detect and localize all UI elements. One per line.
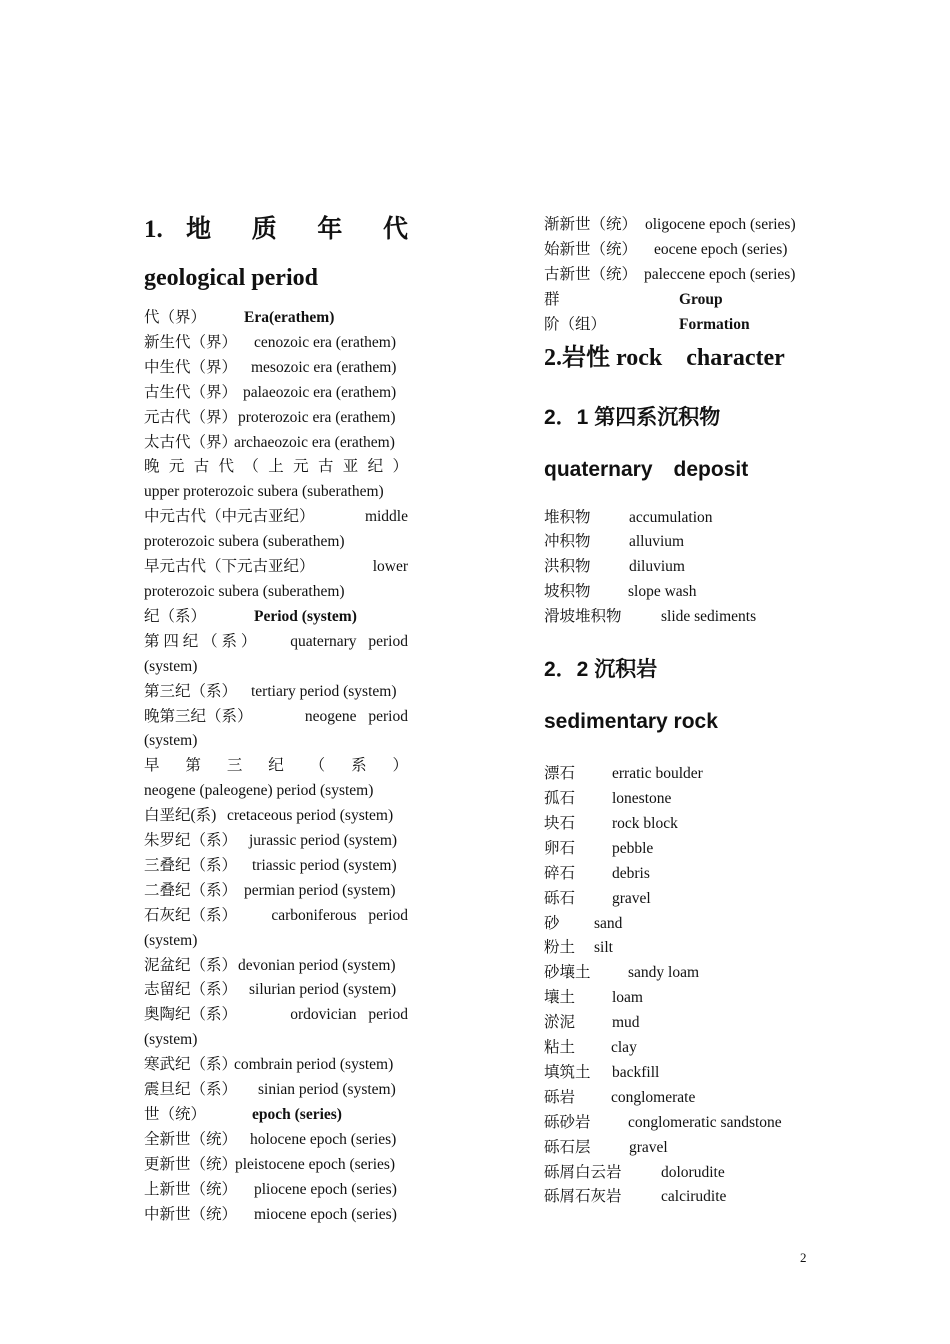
term-zh: 坡积物 (544, 583, 591, 601)
term-zh: 砾屑石灰岩 (544, 1188, 622, 1206)
term-row (144, 555, 408, 580)
term-row (544, 1185, 814, 1210)
term-row (544, 605, 814, 630)
term-row (144, 381, 408, 406)
term-row (144, 630, 408, 655)
term-row-continuation: (system) (144, 657, 198, 675)
term-row (544, 1136, 814, 1161)
term-en: mud (612, 1014, 640, 1032)
term-en: cenozoic era (erathem) (254, 333, 396, 351)
term-row (544, 238, 814, 263)
term-zh: 元古代（界） (144, 408, 238, 426)
term-zh: 堆积物 (544, 508, 591, 526)
term-en: Group (679, 290, 723, 308)
term-en: oligocene epoch (series) (645, 216, 796, 233)
term-en: calcirudite (661, 1188, 727, 1206)
term-zh: 砾岩 (544, 1088, 576, 1106)
term-zh: 新生代（界） (144, 333, 238, 351)
term-row (144, 356, 408, 381)
term-zh: 砂 (544, 914, 560, 932)
term-en: loam (612, 989, 643, 1007)
term-zh: 粘土 (544, 1039, 576, 1057)
term-zh: 砂壤土 (544, 964, 591, 982)
term-row (144, 1103, 408, 1128)
term-zh: 粉土 (544, 939, 576, 957)
term-row (544, 530, 814, 555)
term-row (544, 936, 814, 961)
term-row (144, 331, 408, 356)
term-row (544, 986, 814, 1011)
term-en: archaeozoic era (erathem) (234, 433, 395, 451)
heading-char: 质 (251, 216, 294, 243)
term-zh: 石灰纪（系） (144, 906, 238, 924)
term-row (544, 837, 814, 862)
term-en: diluvium (629, 558, 685, 576)
section-1-heading-en: geological period (144, 265, 318, 291)
term-zh: 中元古代（中元古亚纪） (144, 508, 315, 526)
term-en: combrain period (system) (234, 1056, 394, 1074)
term-zh: 第 四 纪 （ 系 ） (144, 632, 257, 650)
term-zh: 碎石 (544, 864, 576, 882)
term-zh: 古新世（统） (544, 265, 638, 283)
term-zh: 中生代（界） (144, 358, 238, 376)
term-en: mesozoic era (erathem) (251, 358, 397, 376)
term-en: Period (system) (254, 607, 357, 625)
term-row (544, 862, 814, 887)
term-zh: 砾石 (544, 889, 576, 907)
term-row (144, 804, 408, 829)
term-en: sinian period (system) (258, 1081, 396, 1099)
term-zh: 代（界） (144, 309, 207, 326)
term-zh: 砾屑白云岩 (544, 1163, 622, 1181)
term-row (144, 431, 408, 456)
subsection-2-1-heading: 2．1 第四系沉积物 (544, 405, 721, 429)
term-zh: 震旦纪（系） (144, 1081, 238, 1099)
term-en: erratic boulder (612, 765, 703, 783)
term-row (544, 787, 814, 812)
term-row (544, 1086, 814, 1111)
term-zh: 砾石层 (544, 1138, 591, 1156)
term-row (144, 1003, 408, 1028)
term-zh: 太古代（界） (144, 433, 238, 451)
page-number: 2 (800, 1250, 807, 1265)
term-row (544, 912, 814, 937)
term-row (144, 1128, 408, 1153)
term-zh: 阶（组） (544, 315, 607, 333)
term-zh: 上新世（统） (144, 1180, 238, 1198)
term-row (144, 306, 408, 331)
heading-number: 1. (144, 216, 163, 243)
section-2-heading: 2.岩性 rock character (544, 344, 785, 371)
term-en: tertiary period (system) (251, 682, 397, 700)
term-zh: 古生代（界） (144, 383, 238, 401)
term-row-continuation: (system) (144, 931, 198, 949)
term-zh: 全新世（统） (144, 1130, 238, 1148)
term-row (544, 1011, 814, 1036)
term-row-zh-wrapped: 晚 元 古 代 （ 上 元 古 亚 纪 ） (144, 458, 408, 476)
term-zh: 早元古代（下元古亚纪） (144, 558, 315, 576)
term-row (144, 1178, 408, 1203)
term-row (144, 978, 408, 1003)
term-zh: 中新世（统） (144, 1205, 238, 1223)
term-row (144, 1153, 408, 1178)
term-en: lower (372, 558, 408, 576)
epoch-term-list (544, 213, 814, 338)
term-en: gravel (612, 889, 651, 907)
term-en: conglomeratic sandstone (628, 1113, 782, 1131)
term-en: pleistocene epoch (series) (235, 1155, 396, 1173)
term-zh: 漂石 (544, 765, 576, 783)
term-en: epoch (series) (252, 1106, 342, 1123)
term-en: slope wash (628, 583, 697, 601)
term-en: sand (594, 914, 623, 932)
term-en: proterozoic era (erathem) (238, 408, 396, 426)
term-row (544, 887, 814, 912)
term-en: silt (594, 939, 613, 957)
term-en: palaeozoic era (erathem) (243, 383, 397, 401)
term-en: gravel (629, 1138, 668, 1156)
term-en: triassic period (system) (252, 856, 397, 874)
term-zh: 第三纪（系） (144, 682, 238, 700)
term-zh: 奥陶纪（系） (144, 1006, 238, 1024)
term-row (144, 954, 408, 979)
term-row (544, 288, 814, 313)
term-en: slide sediments (661, 608, 757, 626)
term-zh: 更新世（统） (144, 1155, 238, 1173)
term-en: permian period (system) (244, 881, 396, 899)
term-en: paleccene epoch (series) (644, 265, 796, 283)
subsection-2-2-heading-en: sedimentary rock (544, 710, 718, 734)
term-en: accumulation (629, 508, 713, 526)
term-row (544, 1036, 814, 1061)
heading-char: 代 (382, 216, 408, 243)
term-en: devonian period (system) (238, 956, 396, 974)
term-row (544, 555, 814, 580)
term-en: pliocene epoch (series) (254, 1180, 397, 1198)
term-en: silurian period (system) (249, 981, 397, 999)
sedimentary-term-list (544, 762, 814, 1210)
term-en: rock block (612, 814, 678, 832)
term-zh: 卵石 (544, 839, 576, 857)
term-zh: 冲积物 (544, 533, 591, 551)
term-row (544, 506, 814, 531)
term-row (544, 961, 814, 986)
term-row (544, 1061, 814, 1086)
term-en: neogene period (304, 707, 408, 725)
term-zh: 晚第三纪（系） (144, 707, 253, 725)
term-zh: 滑坡堆积物 (544, 608, 622, 626)
term-en: jurassic period (system) (249, 832, 398, 850)
term-zh: 志留纪（系） (144, 981, 238, 999)
term-row (544, 1111, 814, 1136)
term-row (144, 505, 408, 530)
term-en: debris (612, 864, 650, 882)
term-row (544, 313, 814, 338)
term-en: holocene epoch (series) (250, 1130, 397, 1148)
term-zh: 砾砂岩 (544, 1113, 591, 1131)
term-zh: 朱罗纪（系） (144, 832, 238, 850)
term-row (144, 705, 408, 730)
term-row-continuation: (system) (144, 1031, 198, 1049)
term-en: middle (364, 508, 408, 526)
term-zh: 淤泥 (544, 1014, 576, 1032)
term-en: dolorudite (661, 1163, 725, 1181)
term-en: cretaceous period (system) (227, 807, 394, 825)
term-zh: 壤土 (544, 989, 576, 1007)
term-row (144, 904, 408, 929)
term-zh: 三叠纪（系） (144, 856, 238, 874)
term-row (144, 1053, 408, 1078)
term-en: quaternary period (290, 632, 408, 650)
term-zh: 始新世（统） (544, 240, 638, 258)
left-column (144, 210, 408, 1228)
term-zh: 填筑土 (544, 1063, 591, 1081)
term-zh: 世（统） (144, 1106, 207, 1123)
term-row-continuation: neogene (paleogene) period (system) (144, 782, 374, 800)
term-row-zh-wrapped: 早 第 三 纪 （ 系 ） (144, 757, 408, 775)
left-term-list (144, 306, 408, 1228)
term-en: conglomerate (611, 1088, 696, 1106)
term-row (544, 263, 814, 288)
term-en: alluvium (629, 533, 685, 551)
term-row (544, 1161, 814, 1186)
section-1-heading (144, 210, 408, 250)
term-zh: 白垩纪(系) (144, 807, 217, 825)
quaternary-term-list (544, 506, 814, 631)
term-en: carboniferous period (271, 906, 408, 924)
term-row (544, 762, 814, 787)
term-row-continuation: upper proterozoic subera (suberathem) (144, 483, 384, 501)
term-en: clay (611, 1039, 637, 1057)
term-en: pebble (612, 839, 654, 857)
term-en: miocene epoch (series) (254, 1205, 397, 1223)
term-row (144, 854, 408, 879)
term-en: ordovician period (290, 1006, 408, 1024)
term-zh: 洪积物 (544, 558, 591, 576)
term-row (544, 213, 814, 238)
term-row (144, 605, 408, 630)
heading-char: 年 (317, 216, 360, 243)
subsection-2-2-heading: 2．2 沉积岩 (544, 658, 658, 682)
heading-char: 地 (186, 216, 229, 243)
term-en: backfill (612, 1063, 660, 1081)
term-zh: 渐新世（统） (544, 216, 638, 233)
term-row-continuation: proterozoic subera (suberathem) (144, 582, 345, 600)
term-zh: 块石 (544, 814, 576, 832)
term-row (144, 680, 408, 705)
term-zh: 二叠纪（系） (144, 881, 238, 899)
term-en: Formation (679, 315, 750, 333)
subsection-2-1-heading-en: quaternary deposit (544, 457, 749, 481)
term-row (544, 580, 814, 605)
term-row (144, 1078, 408, 1103)
term-zh: 群 (544, 290, 560, 308)
term-en: sandy loam (628, 964, 700, 982)
term-zh: 泥盆纪（系） (144, 956, 238, 974)
term-row (544, 812, 814, 837)
term-en: eocene epoch (series) (654, 240, 788, 258)
term-en: Era(erathem) (244, 309, 335, 326)
right-column (544, 213, 814, 1210)
term-row (144, 829, 408, 854)
term-zh: 纪（系） (144, 607, 207, 625)
term-row (144, 406, 408, 431)
term-zh: 孤石 (544, 789, 576, 807)
term-en: lonestone (612, 789, 672, 807)
term-zh: 寒武纪（系） (144, 1056, 238, 1074)
term-row-continuation: (system) (144, 732, 198, 750)
term-row (144, 879, 408, 904)
term-row (144, 1203, 408, 1228)
term-row-continuation: proterozoic subera (suberathem) (144, 533, 345, 551)
